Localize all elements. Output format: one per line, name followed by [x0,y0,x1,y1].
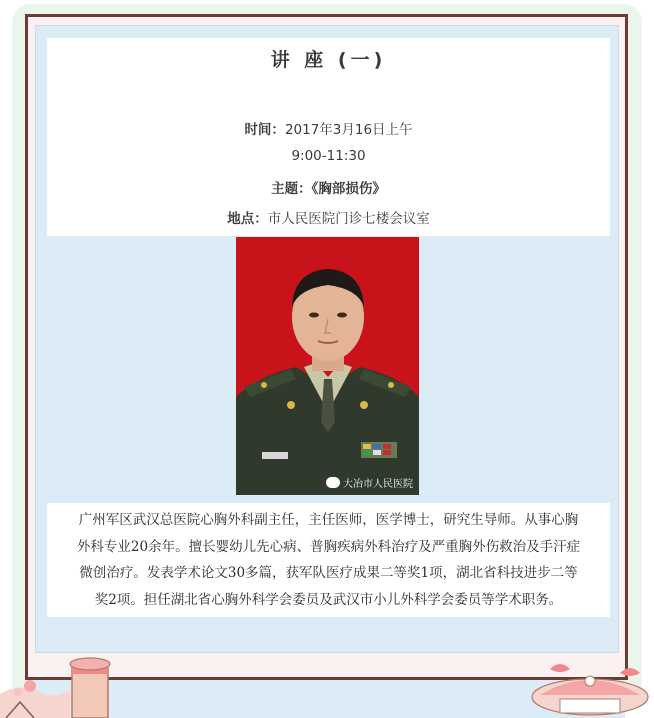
lecture-title: 讲 座 (一) [270,49,387,71]
time-range: 9:00-11:30 [291,148,366,164]
bio-line: 奖2项。担任湖北省心胸外科学会委员及武汉市小儿外科学会委员等学术职务。 [94,591,563,608]
topic-label: 主题： [271,181,312,197]
lecture-info-card [47,38,610,236]
speaker-photo [236,237,419,495]
bio-line: 广州军区武汉总医院心胸外科副主任，主任医师，医学博士，研究生导师。从事心胸 [78,512,579,528]
speaker-portrait-illustration [236,237,419,495]
time-date: 2017年3月16日上午 [284,122,413,138]
location-label: 地点： [227,211,268,227]
decorative-sweets-illustration-right [520,655,654,718]
wechat-icon [326,477,340,488]
decorative-drink-illustration-left [0,642,130,718]
photo-watermark [326,475,413,490]
topic-row [47,177,610,197]
bio-line: 外科专业20余年。擅长婴幼儿先心病、普胸疾病外科治疗及严重胸外伤救治及手汗症 [76,538,581,555]
location-value: 市人民医院门诊七楼会议室 [267,211,430,227]
location-row [47,207,610,227]
topic-value: 《胸部损伤》 [311,181,386,197]
bio-line: 微创治疗。发表学术论文30多篇，获军队医疗成果二等奖1项，湖北省科技进步二等 [79,565,578,581]
speaker-bio [47,503,610,617]
watermark-text: 大冶市人民医院 [343,479,413,490]
time-label: 时间： [244,122,285,138]
time-row [47,118,610,138]
